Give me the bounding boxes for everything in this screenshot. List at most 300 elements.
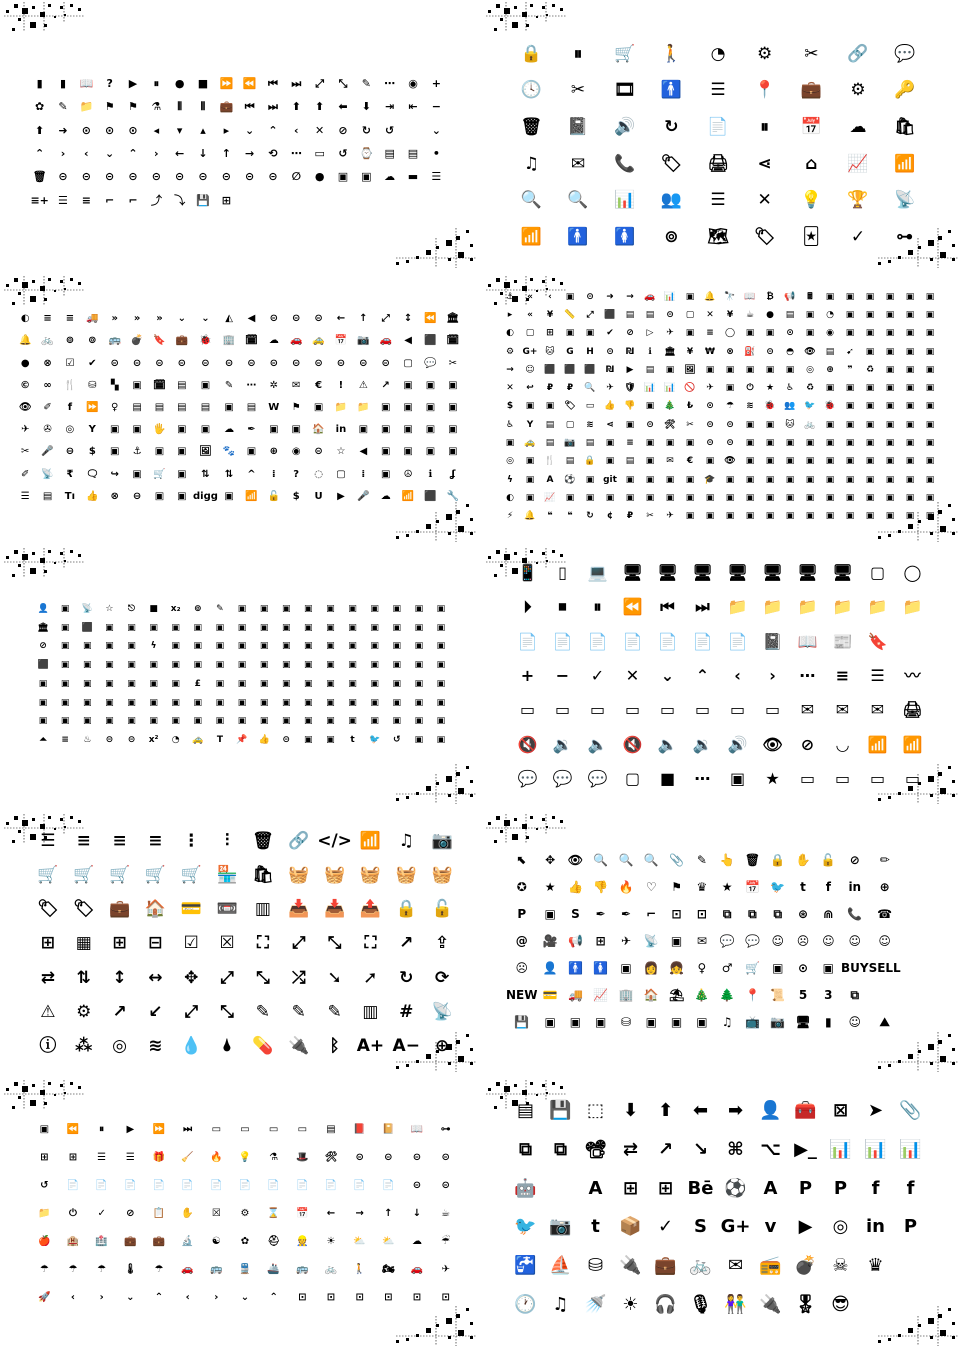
- icon-glyph: A+: [356, 1036, 385, 1057]
- icon-glyph: 🚗: [181, 1264, 194, 1275]
- icon-glyph: ▣: [436, 678, 446, 689]
- icon-glyph: ☺: [878, 933, 891, 948]
- icon-glyph: ▤: [585, 438, 595, 449]
- icon-glyph: ▣: [905, 419, 915, 430]
- icon-glyph: 🔖: [153, 335, 166, 347]
- icon-glyph: ▣: [337, 170, 349, 184]
- icon-glyph: ☠: [832, 1254, 849, 1276]
- icon-glyph: 🚗: [289, 335, 303, 347]
- icon-glyph: ⏮: [268, 77, 278, 91]
- icon-glyph: ⚽: [724, 1177, 747, 1199]
- icon-glyph: ▚: [110, 379, 119, 391]
- icon-glyph: ♛: [696, 879, 708, 894]
- icon-glyph: ☰: [97, 1152, 107, 1163]
- icon-glyph: ⁂: [75, 1036, 93, 1057]
- icon-glyph: ☔: [441, 1236, 451, 1247]
- icon-glyph: ∅: [291, 170, 302, 184]
- icon-glyph: ↪: [110, 468, 119, 480]
- icon-glyph: ☎: [877, 906, 893, 921]
- icon-glyph: 🔍: [618, 852, 634, 867]
- icon-glyph: ▣: [729, 768, 746, 788]
- icon-glyph: ◎: [832, 1216, 849, 1238]
- icon-glyph: ⊝: [706, 438, 714, 449]
- icon-glyph: ≋: [586, 419, 594, 430]
- icon-glyph: ⊡: [326, 1292, 336, 1303]
- icon-glyph: 👥: [784, 401, 796, 412]
- icon-glyph: 🚕: [192, 735, 204, 746]
- icon-glyph: ⚙: [240, 1208, 250, 1219]
- icon-glyph: ▭: [519, 700, 536, 720]
- icon-glyph: ▣: [825, 291, 835, 302]
- icon-glyph: ▣: [865, 383, 875, 394]
- icon-glyph: ☒: [211, 1208, 221, 1219]
- icon-glyph: Y: [526, 419, 534, 430]
- icon-glyph: 📥: [323, 899, 346, 920]
- icon-glyph: 🔌: [288, 1036, 310, 1057]
- icon-grid: [32, 600, 452, 750]
- icon-glyph: ♫: [523, 153, 539, 174]
- icon-glyph: 🐱: [545, 346, 555, 357]
- corner-decoration: [386, 228, 476, 268]
- icon-glyph: ✎: [58, 100, 68, 114]
- icon-glyph: ✒: [620, 906, 632, 921]
- icon-glyph: ¢: [606, 511, 614, 522]
- icon-glyph: ▣: [193, 660, 203, 671]
- icon-glyph: ◐: [506, 493, 514, 504]
- icon-glyph: ▣: [380, 468, 391, 480]
- icon-glyph: 🕐: [514, 1293, 537, 1315]
- icon-glyph: 🛒: [614, 43, 636, 64]
- icon-glyph: ▣: [414, 735, 424, 746]
- icon-glyph: ▣: [745, 419, 755, 430]
- icon-glyph: 🚌: [296, 1264, 309, 1275]
- icon-glyph: ➜: [58, 123, 68, 137]
- icon-glyph: ▣: [705, 493, 715, 504]
- icon-glyph: ☂: [97, 1264, 107, 1275]
- icon-glyph: 🏷: [564, 401, 576, 412]
- icon-glyph: ↔: [148, 967, 163, 988]
- icon-glyph: 📕: [353, 1124, 366, 1135]
- icon-glyph: t: [591, 1216, 600, 1238]
- icon-glyph: ▣: [215, 716, 225, 727]
- icon-glyph: ▭: [729, 700, 746, 720]
- icon-glyph: ⟲: [268, 147, 278, 161]
- icon-glyph: ⌘: [727, 1138, 744, 1160]
- icon-glyph: ⤡: [256, 967, 270, 988]
- icon-glyph: ▣: [127, 641, 136, 652]
- icon-glyph: ✐: [43, 401, 52, 413]
- icon-glyph: ▣: [565, 493, 575, 504]
- icon-glyph: 💼: [124, 1236, 137, 1247]
- icon-glyph: ☕: [441, 1208, 451, 1219]
- icon-glyph: ⤡: [338, 77, 348, 91]
- icon-glyph: 🎁: [152, 1152, 166, 1163]
- icon-glyph: 📁: [38, 1208, 51, 1219]
- icon-glyph: ↻: [361, 123, 371, 137]
- icon-glyph: 📎: [899, 1100, 922, 1122]
- icon-glyph: ▣: [765, 493, 775, 504]
- corner-decoration: [4, 2, 94, 42]
- icon-glyph: 📁: [832, 597, 853, 617]
- icon-glyph: ▣: [237, 641, 247, 652]
- icon-glyph: ☁: [380, 490, 391, 502]
- icon-glyph: ⚑: [291, 401, 301, 413]
- icon-glyph: 📅: [296, 1208, 309, 1219]
- icon-glyph: 🏢: [222, 335, 236, 347]
- icon-glyph: 〰: [904, 665, 921, 685]
- icon-glyph: ▣: [436, 697, 446, 708]
- icon-glyph: 🌢: [221, 1036, 233, 1057]
- icon-glyph: ▥: [362, 1002, 379, 1023]
- icon-glyph: 📊: [644, 383, 656, 394]
- icon-glyph: ⛁: [620, 1015, 632, 1030]
- icon-glyph: ▣: [370, 697, 379, 708]
- icon-glyph: 💼: [152, 1236, 166, 1247]
- icon-glyph: 🛒: [153, 468, 166, 480]
- icon-glyph: ▣: [392, 716, 401, 727]
- icon-glyph: ‹: [185, 1292, 190, 1303]
- icon-glyph: ▣: [200, 424, 211, 436]
- icon-glyph: ⊝: [105, 170, 115, 184]
- icon-glyph: ▣: [825, 419, 835, 430]
- icon-glyph: ▭: [624, 700, 641, 720]
- icon-glyph: ✈: [666, 328, 674, 339]
- icon-glyph: 🗨: [85, 468, 99, 480]
- icon-glyph: ⏭: [695, 597, 710, 617]
- icon-glyph: ᛒ: [329, 1036, 340, 1057]
- icon-glyph: ⊝: [291, 313, 301, 325]
- icon-glyph: ▣: [825, 493, 835, 504]
- icon-glyph: ⊝: [291, 357, 301, 369]
- icon-glyph: ▮: [36, 77, 43, 91]
- icon-glyph: 📄: [324, 1180, 338, 1191]
- icon-glyph: ⊝: [359, 357, 368, 369]
- icon-glyph: ⛶: [364, 933, 377, 954]
- icon-glyph: ☰: [125, 1152, 135, 1163]
- icon-glyph: ▣: [865, 456, 875, 467]
- icon-glyph: ▣: [149, 697, 158, 708]
- icon-glyph: ⛶: [256, 933, 269, 954]
- icon-glyph: ▣: [436, 735, 446, 746]
- icon-glyph: ⋯: [799, 665, 816, 685]
- icon-glyph: +: [520, 665, 535, 685]
- icon-glyph: ⊞: [68, 1152, 78, 1163]
- icon-glyph: 🛠: [664, 419, 676, 430]
- icon-glyph: 🛒: [180, 864, 202, 885]
- icon-glyph: 🔓: [267, 490, 281, 502]
- icon-glyph: ▣: [585, 493, 595, 504]
- icon-glyph: ▣: [200, 379, 211, 391]
- icon-glyph: ‹: [84, 147, 89, 161]
- icon-glyph: ✓: [850, 227, 866, 248]
- icon-glyph: ▣: [154, 446, 165, 458]
- icon-glyph: ▦: [75, 933, 92, 954]
- icon-glyph: ◎: [65, 424, 75, 436]
- icon-glyph: ⋖: [757, 153, 772, 174]
- icon-glyph: git: [603, 474, 617, 485]
- icon-glyph: ₿: [766, 291, 774, 302]
- icon-glyph: ▤: [545, 438, 555, 449]
- icon-glyph: ▣: [544, 1015, 556, 1030]
- icon-glyph: ⏻: [746, 383, 754, 394]
- icon-glyph: ⌥: [760, 1138, 781, 1160]
- icon-glyph: 🖥: [727, 563, 748, 583]
- icon-glyph: ▣: [171, 622, 180, 633]
- icon-glyph: ▣: [725, 493, 735, 504]
- icon-glyph: 🎖: [794, 1293, 817, 1315]
- icon-glyph: 🔬: [181, 1236, 194, 1247]
- icon-glyph: 📄: [692, 631, 713, 651]
- icon-glyph: v: [764, 1216, 777, 1238]
- icon-glyph: ▣: [645, 438, 655, 449]
- icon-glyph: 🏢: [618, 988, 634, 1003]
- icon-glyph: ¥: [686, 346, 694, 357]
- icon-glyph: 🔒: [770, 852, 786, 867]
- icon-glyph: 🔍: [593, 852, 609, 867]
- icon-glyph: ▤: [407, 147, 419, 161]
- icon-glyph: ©: [20, 379, 31, 391]
- icon-glyph: 🏷: [753, 227, 776, 248]
- icon-glyph: 🔍: [643, 852, 659, 867]
- icon-glyph: ⧉: [722, 906, 732, 921]
- icon-glyph: ✒: [247, 424, 256, 436]
- icon-glyph: ▶: [798, 1216, 813, 1238]
- icon-glyph: ▣: [905, 401, 915, 412]
- icon-glyph: ▣: [171, 678, 180, 689]
- icon-glyph: ≡: [148, 830, 163, 851]
- icon-glyph: 🗓: [245, 335, 258, 347]
- icon-glyph: ▣: [237, 622, 247, 633]
- icon-glyph: ⊕: [269, 446, 278, 458]
- icon-glyph: ✋: [795, 852, 811, 867]
- icon-glyph: ✏: [879, 852, 890, 867]
- icon-glyph: ▣: [361, 170, 372, 184]
- icon-glyph: 🐦: [514, 1216, 537, 1238]
- icon-glyph: ▣: [237, 603, 247, 614]
- icon-glyph: ▥: [254, 899, 271, 920]
- icon-glyph: ▣: [544, 906, 556, 921]
- icon-glyph: ▣: [326, 603, 335, 614]
- icon-glyph: ▣: [925, 364, 935, 375]
- icon-glyph: ◡: [836, 734, 849, 754]
- icon-glyph: ⛑: [267, 1236, 280, 1247]
- icon-glyph: ▸: [223, 123, 230, 137]
- icon-glyph: £: [194, 678, 201, 689]
- icon-glyph: ▣: [60, 641, 70, 652]
- icon-glyph: ⋯: [246, 379, 257, 391]
- icon-glyph: 🛒: [144, 864, 166, 885]
- icon-glyph: ⊝: [175, 170, 185, 184]
- corner-decoration: [386, 502, 476, 542]
- icon-glyph: ▣: [414, 641, 424, 652]
- icon-glyph: 📢: [567, 933, 583, 948]
- icon-glyph: 📄: [95, 1180, 108, 1191]
- icon-glyph: ▣: [765, 474, 775, 485]
- icon-glyph: ▣: [925, 511, 935, 522]
- icon-glyph: ▣: [237, 716, 247, 727]
- icon-glyph: ⛁: [587, 1254, 604, 1276]
- icon-glyph: ▣: [605, 438, 615, 449]
- icon-glyph: ▣: [304, 660, 313, 671]
- icon-glyph: ▣: [605, 456, 615, 467]
- icon-glyph: ▣: [905, 493, 915, 504]
- icon-glyph: 🗑: [744, 852, 761, 867]
- icon-glyph: ⊝: [314, 357, 323, 369]
- icon-glyph: ▣: [215, 622, 225, 633]
- icon-glyph: ▣: [109, 446, 120, 458]
- icon-glyph: 📖: [744, 291, 756, 302]
- icon-glyph: ➘: [327, 967, 342, 988]
- icon-glyph: ▤: [565, 456, 575, 467]
- icon-glyph: ⁞: [271, 468, 276, 480]
- icon-glyph: ⊚: [88, 335, 97, 347]
- icon-glyph: ▣: [237, 697, 247, 708]
- icon-glyph: ⊝: [646, 419, 654, 430]
- icon-glyph: 📻: [759, 1254, 782, 1276]
- icon-glyph: «: [527, 309, 533, 320]
- icon-glyph: ▭: [694, 700, 711, 720]
- icon-glyph: ⚙: [505, 346, 515, 357]
- icon-glyph: ▣: [665, 493, 675, 504]
- icon-glyph: ★: [765, 383, 775, 394]
- icon-glyph: 🛒: [73, 864, 95, 885]
- icon-glyph: ✉: [666, 456, 674, 467]
- icon-glyph: 🖥: [692, 563, 713, 583]
- icon-glyph: 🔈: [657, 734, 678, 754]
- icon-glyph: ←: [336, 313, 346, 325]
- icon-glyph: 👍: [86, 490, 99, 502]
- icon-glyph: ⊕: [879, 879, 890, 894]
- icon-glyph: ✎: [255, 1002, 271, 1023]
- icon-glyph: 🚀: [38, 1292, 51, 1303]
- icon-glyph: W: [268, 401, 280, 413]
- icon-glyph: 💼: [108, 899, 131, 920]
- icon-glyph: ₽: [566, 383, 574, 394]
- icon-glyph: ▣: [171, 641, 180, 652]
- icon-glyph: Y: [88, 424, 96, 436]
- icon-glyph: ✎: [216, 603, 224, 614]
- icon-glyph: ▣: [925, 383, 935, 394]
- icon-glyph: ▣: [281, 678, 291, 689]
- icon-glyph: 👍: [258, 735, 270, 746]
- icon-glyph: 💳: [542, 988, 558, 1003]
- icon-glyph: ▣: [545, 401, 555, 412]
- icon-glyph: ⊘: [626, 328, 634, 339]
- icon-glyph: 🖼: [199, 446, 212, 458]
- icon-glyph: ⛱: [668, 988, 685, 1003]
- icon-glyph: ⊝: [269, 313, 278, 325]
- icon-glyph: 🚺: [593, 961, 609, 976]
- icon-glyph: 🧰: [794, 1100, 817, 1122]
- icon-glyph: ↺: [385, 123, 395, 137]
- icon-glyph: ▣: [149, 660, 158, 671]
- icon-glyph: ⬛: [564, 364, 576, 375]
- icon-glyph: 📞: [614, 153, 636, 174]
- icon-glyph: 🖨: [707, 153, 729, 174]
- icon-glyph: ⊡: [298, 1292, 307, 1303]
- icon-glyph: 📄: [587, 631, 608, 651]
- icon-grid: [30, 1116, 460, 1312]
- icon-glyph: ▣: [925, 419, 935, 430]
- icon-glyph: ◌: [314, 468, 323, 480]
- icon-glyph: 📖: [79, 77, 94, 91]
- icon-glyph: ⤵: [174, 193, 186, 207]
- icon-glyph: ▣: [785, 511, 795, 522]
- icon-glyph: ▣: [259, 622, 269, 633]
- icon-glyph: ✎: [361, 77, 371, 91]
- icon-glyph: ≡: [76, 830, 91, 851]
- icon-glyph: ▣: [326, 697, 335, 708]
- icon-glyph: ▣: [685, 511, 695, 522]
- icon-glyph: ⤢: [184, 1002, 199, 1023]
- icon-glyph: 🧺: [288, 864, 310, 885]
- icon-glyph: ▣: [414, 603, 424, 614]
- icon-glyph: 📈: [847, 153, 869, 174]
- icon-glyph: 📁: [762, 597, 783, 617]
- corner-decoration: [4, 1080, 94, 1120]
- icon-glyph: ≡: [835, 665, 850, 685]
- icon-glyph: 🛒: [37, 864, 59, 885]
- icon-glyph: ⇅: [76, 967, 91, 988]
- icon-glyph: ▣: [905, 511, 915, 522]
- icon-glyph: ⊙: [128, 123, 138, 137]
- icon-glyph: T: [216, 735, 223, 746]
- icon-glyph: ☂: [68, 1264, 78, 1275]
- icon-glyph: 🔇: [517, 734, 538, 754]
- icon-glyph: 📌: [236, 735, 248, 746]
- icon-glyph: ♀: [111, 401, 119, 413]
- icon-glyph: ▭: [589, 700, 606, 720]
- icon-glyph: ⊝: [155, 357, 164, 369]
- icon-glyph: ▣: [805, 438, 815, 449]
- icon-glyph: ♀: [697, 961, 707, 976]
- icon-glyph: 💬: [587, 768, 608, 788]
- icon-glyph: ▣: [154, 490, 165, 502]
- icon-glyph: ✎: [327, 1002, 342, 1023]
- icon-glyph: 👤: [37, 603, 49, 614]
- icon-glyph: 🖨: [902, 700, 923, 720]
- icon-glyph: ▣: [645, 474, 655, 485]
- icon-glyph: ▣: [805, 309, 815, 320]
- icon-glyph: 📅: [334, 335, 348, 347]
- icon-glyph: ↑: [221, 147, 231, 161]
- icon-glyph: ⚓: [132, 446, 142, 458]
- icon-glyph: 💊: [252, 1036, 274, 1057]
- icon-glyph: 🚚: [567, 988, 583, 1003]
- icon-glyph: ✈: [666, 511, 674, 522]
- icon-glyph: ▣: [745, 456, 755, 467]
- icon-glyph: ⬆: [35, 123, 45, 137]
- icon-glyph: ⊝: [726, 419, 734, 430]
- icon-glyph: ⋯: [384, 77, 396, 91]
- icon-glyph: ▣: [380, 401, 391, 413]
- icon-glyph: 💼: [654, 1254, 677, 1276]
- icon-glyph: ℹ: [428, 468, 433, 480]
- icon-glyph: ⊝: [314, 313, 323, 325]
- icon-glyph: 🌲: [719, 988, 735, 1003]
- icon-glyph: ▣: [525, 474, 535, 485]
- icon-glyph: A: [588, 1177, 603, 1199]
- icon-glyph: ✒: [595, 906, 606, 921]
- icon-glyph: ◎: [112, 1036, 127, 1057]
- icon-glyph: ▣: [304, 716, 313, 727]
- icon-glyph: 🏛: [446, 313, 460, 325]
- icon-glyph: ↓: [412, 1208, 422, 1219]
- icon-glyph: ◯: [724, 328, 736, 339]
- icon-glyph: ▣: [665, 474, 675, 485]
- icon-glyph: 👎: [593, 879, 609, 894]
- icon-glyph: t: [800, 879, 806, 894]
